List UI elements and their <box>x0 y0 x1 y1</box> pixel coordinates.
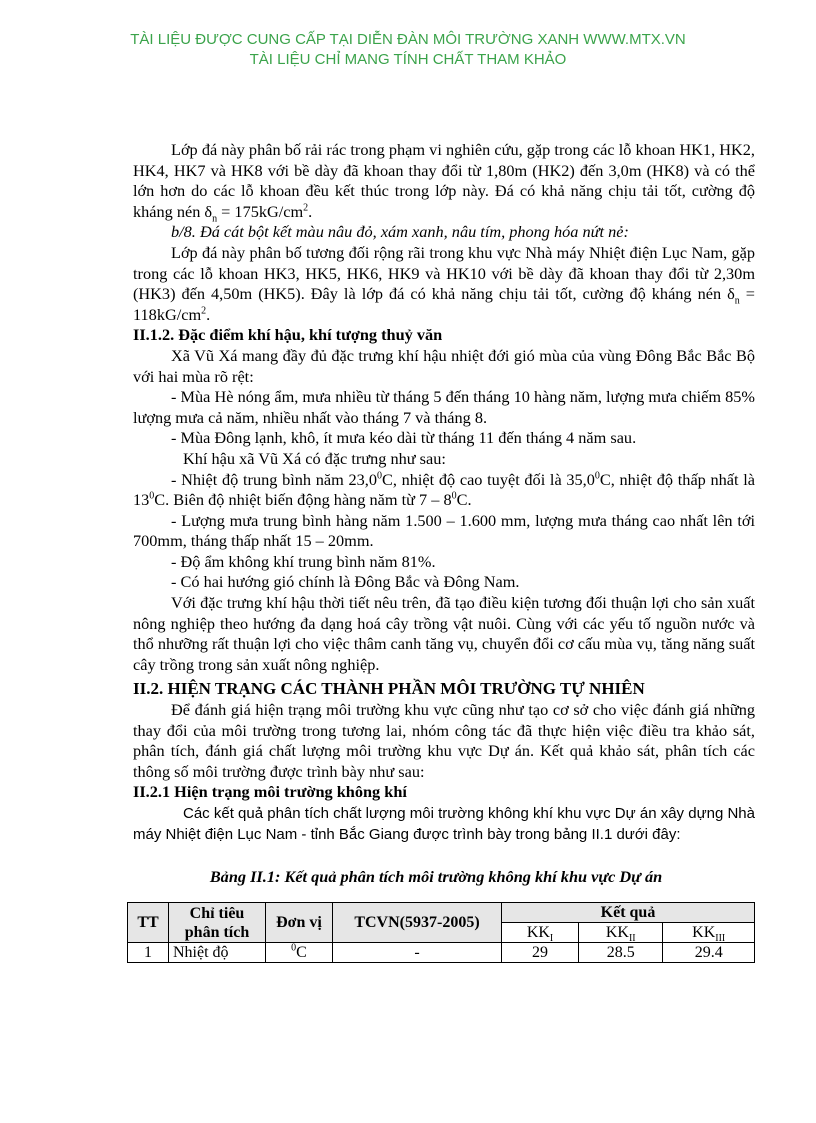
table-row <box>128 943 755 963</box>
paragraph-rock-layer-1: Lớp đá này phân bố rải rác trong phạm vi nghiên cứu, gặp trong các lỗ khoan HK1, HK2, HK4, HK7 và HK8 với bề dày đã khoan thay đổi từ 1,80m (HK2) đến 3,0m (HK8) và có thể lớn hơn do các lỗ khoan đều kết thúc trong lớp này. Đá có khả năng chịu tải tốt, cường độ kháng nén $\delta_n = 175kG/cm^2$. <box>133 140 755 225</box>
header-line-2: TÀI LIỆU CHỈ MANG TÍNH CHẤT THAM KHẢO <box>249 51 567 68</box>
paragraph-air-results: Các kết quả phân tích chất lượng môi trường không khí khu vực Dự án xây dựng Nhà máy Nhiệt điện Lục Nam - tỉnh Bắc Giang được trình bày trong bảng II.1 dưới đây: <box>133 805 755 843</box>
paragraph-rock-layer-2: Lớp đá này phân bố tương đối rộng rãi trong khu vực Nhà máy Nhiệt điện Lục Nam, gặp trong các lỗ khoan HK3, HK5, HK6, HK9 và HK10 với bề dày đã khoan thay đổi từ 2,30m (HK3) đến 4,50m (HK5). Đây là lớp đá có khả năng chịu tải tốt, cường độ kháng nén $\delta_n = 118kG/cm^2$. <box>133 242 755 324</box>
col-kk1: $KK_I$ <box>502 923 579 943</box>
document-body <box>133 140 755 888</box>
cell-tcvn: - <box>333 943 502 963</box>
paragraph-assessment: Để đánh giá hiện trạng môi trường khu vực cũng như tạo cơ sở cho việc đánh giá những thay đổi của môi trường trong tương lai, nhóm công tác đã thực hiện việc điều tra khảo sát, phân tích, đánh giá chất lượng môi trường khu vực Dự án. Kết quả khảo sát, phân tích các thông số môi trường được trình bày như sau: <box>133 700 755 781</box>
col-parameter: Chỉ tiêu phân tích <box>169 903 266 943</box>
cell-kk2: 28.5 <box>579 943 663 963</box>
paragraph-climate-intro: Xã Vũ Xá mang đầy đủ đặc trưng khí hậu nhiệt đới gió mùa của vùng Đông Bắc Bắc Bộ với hai mùa rõ rệt: <box>133 345 755 386</box>
heading-environment-status: II.2. HIỆN TRẠNG CÁC THÀNH PHẦN MÔI TRƯỜNG TỰ NHIÊN <box>133 679 645 699</box>
cell-kk1: 29 <box>502 943 579 963</box>
cell-tt: 1 <box>128 943 169 963</box>
col-kk3: $KK_{III}$ <box>663 923 755 943</box>
subheading-b8: b/8. Đá cát bột kết màu nâu đỏ, xám xanh, nâu tím, phong hóa nứt nẻ: <box>171 222 629 242</box>
air-quality-table <box>127 902 755 963</box>
heading-climate: II.1.2. Đặc điểm khí hậu, khí tượng thuỷ văn <box>133 325 443 345</box>
cell-kk3: 29.4 <box>663 943 755 963</box>
col-results: Kết quả <box>502 903 755 923</box>
cell-unit: $^0$C <box>266 943 333 963</box>
col-kk2: $KK_{II}$ <box>579 923 663 943</box>
paragraph-rainfall: - Lượng mưa trung bình hàng năm 1.500 – 1.600 mm, lượng mưa tháng cao nhất lên tới 700mm, tháng thấp nhất 15 – 20mm. <box>133 510 755 551</box>
paragraph-wind: - Có hai hướng gió chính là Đông Bắc và Đông Nam. <box>171 572 520 592</box>
col-unit: Đơn vị <box>266 903 333 943</box>
paragraph-agriculture: Với đặc trưng khí hậu thời tiết nêu trên, đã tạo điều kiện tương đối thuận lợi cho sản xuất nông nghiệp theo hướng đa dạng hoá cây trồng vật nuôi. Cùng với các yếu tố nguồn nước và thổ nhưỡng rất thuận lợi cho việc thâm canh tăng vụ, chuyển đổi cơ cấu mùa vụ, tăng năng suất cây trồng trong sản xuất nông nghiệp. <box>133 593 755 674</box>
paragraph-winter: - Mùa Đông lạnh, khô, ít mưa kéo dài từ tháng 11 đến tháng 4 năm sau. <box>171 428 637 448</box>
paragraph-climate-features: Khí hậu xã Vũ Xá có đặc trưng như sau: <box>183 448 446 468</box>
paragraph-summer: - Mùa Hè nóng ẩm, mưa nhiều từ tháng 5 đến tháng 10 hàng năm, lượng mưa chiếm 85% lượng mưa cả năm, nhiều nhất vào tháng 7 và tháng 8. <box>133 387 755 427</box>
col-tcvn: TCVN(5937-2005) <box>333 903 502 943</box>
header-line-1: TÀI LIỆU ĐƯỢC CUNG CẤP TẠI DIỄN ĐÀN MÔI TRƯỜNG XANH WWW.MTX.VN <box>130 31 686 48</box>
col-tt: TT <box>128 903 169 943</box>
watermark-header <box>0 30 816 70</box>
table-caption: Bảng II.1: Kết quả phân tích môi trường không khí khu vực Dự án <box>209 867 663 886</box>
heading-air-quality: II.2.1 Hiện trạng môi trường không khí <box>133 782 407 802</box>
paragraph-humidity: - Độ ẩm không khí trung bình năm 81%. <box>171 551 436 571</box>
paragraph-temperature: - Nhiệt độ trung bình năm 23,0$^0$C, nhiệt độ cao tuyệt đối là 35,0$^0$C, nhiệt độ thấp nhất là $13^0C$. Biên độ nhiệt biến động hàng năm từ $7 - 8^0C$. <box>133 469 756 510</box>
cell-parameter: Nhiệt độ <box>169 943 266 963</box>
